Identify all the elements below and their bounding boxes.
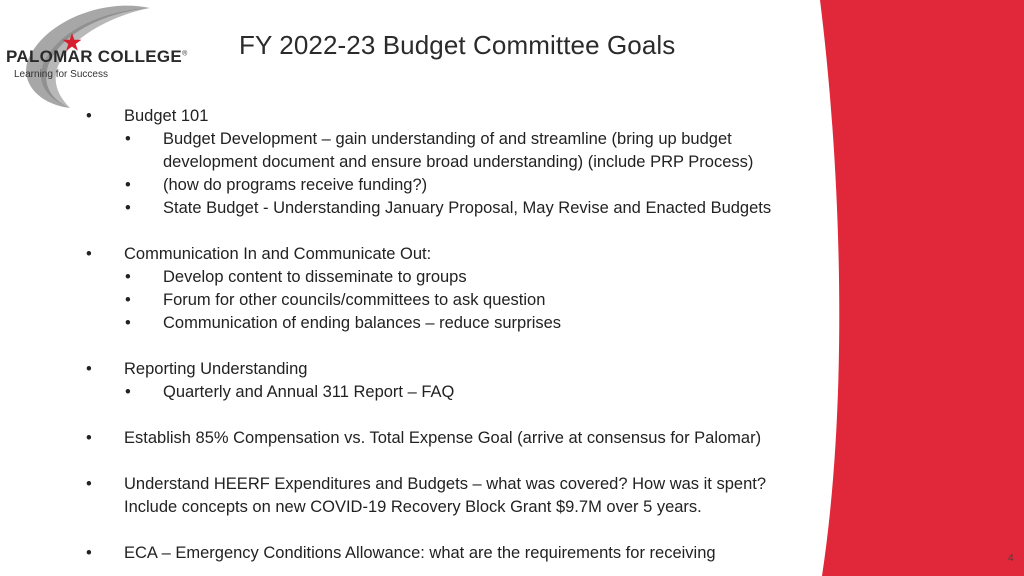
goal-bullet: [80, 473, 820, 519]
bullet-glyph: •: [86, 245, 92, 263]
bullet-glyph: •: [125, 314, 131, 332]
sub-goal-bullet: [80, 128, 820, 174]
sub-goal-text: Communication of ending balances – reduce surprises: [163, 314, 562, 332]
logo-name-text: PALOMAR COLLEGE: [6, 47, 183, 66]
goal-bullet: [80, 427, 820, 450]
sub-goal-text: Quarterly and Annual 311 Report – FAQ: [163, 383, 455, 401]
bullet-glyph: •: [125, 176, 131, 194]
goal-item: [80, 542, 820, 565]
page-number: 4: [1008, 553, 1014, 564]
bullet-glyph: •: [86, 429, 92, 447]
sub-goal-bullet: [80, 174, 820, 197]
goal-item: [80, 105, 820, 220]
bullet-glyph: •: [86, 475, 92, 493]
sub-goal-text: Forum for other councils/committees to ask question: [163, 291, 546, 309]
slide-title: FY 2022-23 Budget Committee Goals: [239, 30, 676, 60]
goal-text: Establish 85% Compensation vs. Total Expense Goal (arrive at consensus for Palomar): [124, 429, 762, 447]
bullet-glyph: •: [125, 291, 131, 309]
bullet-glyph: •: [125, 383, 131, 401]
goal-item: [80, 473, 820, 519]
goal-text: Budget 101: [124, 107, 209, 125]
bullet-glyph: •: [86, 360, 92, 378]
goals-list: [80, 105, 820, 565]
goal-bullet: [80, 243, 820, 266]
sub-goal-text: State Budget - Understanding January Proposal, May Revise and Enacted Budgets: [163, 199, 772, 217]
bullet-glyph: •: [86, 107, 92, 125]
goal-item: [80, 358, 820, 404]
logo-tagline: Learning for Success: [14, 69, 108, 80]
goal-item: [80, 427, 820, 450]
sub-goal-bullet: [80, 381, 820, 404]
goal-item: [80, 243, 820, 335]
goal-text: Reporting Understanding: [124, 360, 308, 378]
bullet-glyph: •: [125, 268, 131, 286]
bullet-glyph: •: [125, 130, 131, 148]
palomar-college-logo: [0, 0, 215, 115]
goal-text: ECA – Emergency Conditions Allowance: what are the requirements for receiving: [124, 544, 716, 562]
bullet-glyph: •: [125, 199, 131, 217]
sub-goal-bullet: [80, 289, 820, 312]
sub-goal-bullet: [80, 312, 820, 335]
goal-bullet: [80, 105, 820, 128]
sub-goal-text: (how do programs receive funding?): [163, 176, 428, 194]
sub-goal-bullet: [80, 266, 820, 289]
goal-text: Communication In and Communicate Out:: [124, 245, 432, 263]
logo-name: [6, 47, 188, 67]
sub-goal-bullet: [80, 197, 820, 220]
goal-bullet: [80, 358, 820, 381]
sub-goal-text: Budget Development – gain understanding of and streamline (bring up budget development document and ensure broad understanding) (include PRP Process): [163, 130, 754, 171]
sub-goal-text: Develop content to disseminate to groups: [163, 268, 467, 286]
goal-text: Understand HEERF Expenditures and Budgets – what was covered? How was it spent? Include concepts on new COVID-19 Recovery Block Grant $9.7M over 5 years.: [124, 475, 767, 516]
bullet-glyph: •: [86, 544, 92, 562]
goal-bullet: [80, 542, 820, 565]
registered-mark: ®: [182, 50, 188, 58]
